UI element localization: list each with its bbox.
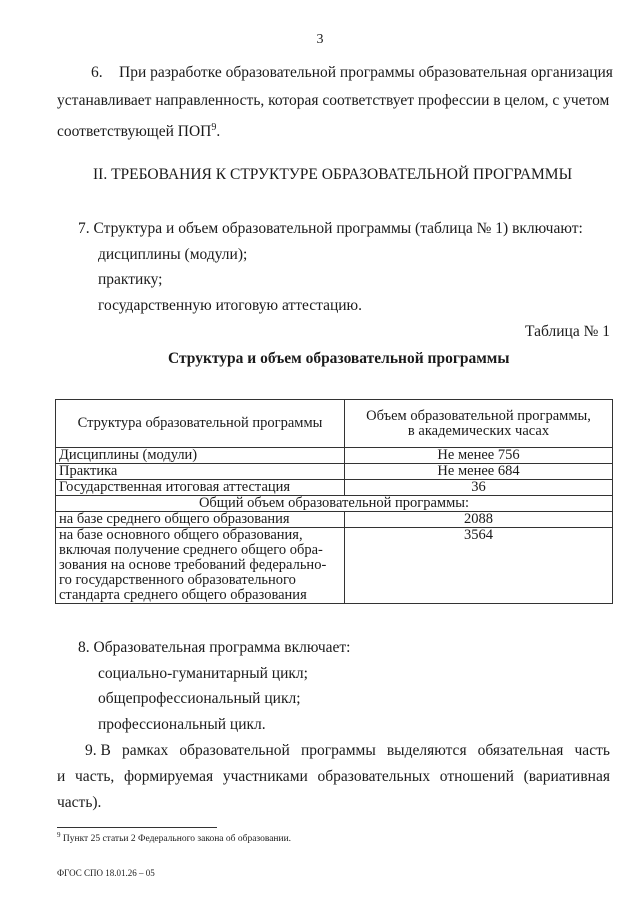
- word: рамках: [121, 742, 169, 759]
- row-name: Практика: [56, 464, 345, 480]
- row-name-line: на базе основного общего образования,: [59, 527, 303, 543]
- para7-item: дисциплины (модули);: [98, 246, 248, 263]
- para6-line3: [57, 119, 220, 141]
- para8-intro: 8. Образовательная программа включает:: [78, 639, 351, 656]
- word: образовательных: [317, 768, 431, 785]
- row-name-line: стандарта среднего общего образования: [59, 587, 307, 603]
- para8-item: общепрофессиональный цикл;: [98, 690, 301, 707]
- footnote-text: Пункт 25 статьи 2 Федерального закона об образовании.: [60, 834, 292, 845]
- para7-intro: 7. Структура и объем образовательной программы (таблица № 1) включают:: [78, 220, 583, 237]
- para7-item: практику;: [98, 271, 163, 288]
- structure-table: [55, 399, 613, 604]
- para8-item: профессиональный цикл.: [98, 716, 266, 733]
- table-label: Таблица № 1: [525, 323, 610, 340]
- para7-item: государственную итоговую аттестацию.: [98, 297, 363, 314]
- row-value: Не менее 684: [345, 464, 613, 480]
- word: программы: [300, 742, 376, 759]
- word: образовательной: [179, 742, 290, 759]
- word: формируемая: [124, 768, 214, 785]
- footnote-divider: [57, 827, 217, 828]
- page-number: 3: [316, 32, 324, 47]
- table-row: [56, 528, 613, 604]
- para8-item: социально-гуманитарный цикл;: [98, 665, 308, 682]
- row-name: Дисциплины (модули): [56, 448, 345, 464]
- footnote-number: 9: [57, 831, 61, 839]
- row-name: Государственная итоговая аттестация: [56, 480, 345, 496]
- section-title: II. ТРЕБОВАНИЯ К СТРУКТУРЕ ОБРАЗОВАТЕЛЬНОЙ ПРОГРАММЫ: [93, 166, 573, 183]
- word: выделяются: [386, 742, 467, 759]
- para6-line3-text: соответствующей ПОП: [57, 123, 212, 141]
- word: (вариативная: [523, 768, 610, 785]
- header-volume-line1: Объем образовательной программы,: [366, 407, 591, 424]
- para9-line1: [85, 742, 610, 760]
- footnote-ref-9: 9: [211, 122, 217, 133]
- word: обязательная: [477, 742, 564, 759]
- footnote: [57, 831, 291, 844]
- word: 9. В: [85, 742, 111, 759]
- word: отношений: [439, 768, 514, 785]
- table-row: [56, 464, 613, 480]
- table-caption: Структура и объем образовательной программы: [168, 350, 510, 367]
- row-name-line: го государственного образовательного: [59, 572, 296, 588]
- table-header-row: [56, 400, 613, 448]
- row-name-line: зования на основе требований федерально-: [59, 557, 327, 573]
- row-value: 2088: [345, 512, 613, 528]
- header-volume-line2: в академических часах: [407, 422, 550, 439]
- header-volume: [345, 400, 613, 448]
- word: и: [57, 768, 66, 785]
- row-name-line: включая получение среднего общего обра-: [59, 542, 323, 558]
- table-total-row: [56, 496, 613, 512]
- para6-line3-end: .: [216, 123, 221, 141]
- row-value: Не менее 756: [345, 448, 613, 464]
- para9-line2: [57, 768, 610, 786]
- para9-line3: часть).: [57, 794, 102, 811]
- row-name: [56, 528, 345, 604]
- word: часть,: [75, 768, 115, 785]
- para6-line1: При разработке образовательной программы образовательная организация: [119, 64, 613, 81]
- row-value: 3564: [345, 528, 613, 604]
- total-label: Общий объем образовательной программы:: [56, 496, 613, 512]
- document-code: ФГОС СПО 18.01.26 – 05: [57, 868, 155, 878]
- para6-line2: устанавливает направленность, которая соответствует профессии в целом, с учетом: [57, 92, 610, 109]
- header-structure: Структура образовательной программы: [56, 400, 345, 448]
- row-value: 36: [345, 480, 613, 496]
- para6-num: 6.: [91, 64, 103, 81]
- word: участниками: [222, 768, 308, 785]
- word: часть: [574, 742, 610, 759]
- table-row: [56, 512, 613, 528]
- row-name: на базе среднего общего образования: [56, 512, 345, 528]
- table-row: [56, 480, 613, 496]
- table-row: [56, 448, 613, 464]
